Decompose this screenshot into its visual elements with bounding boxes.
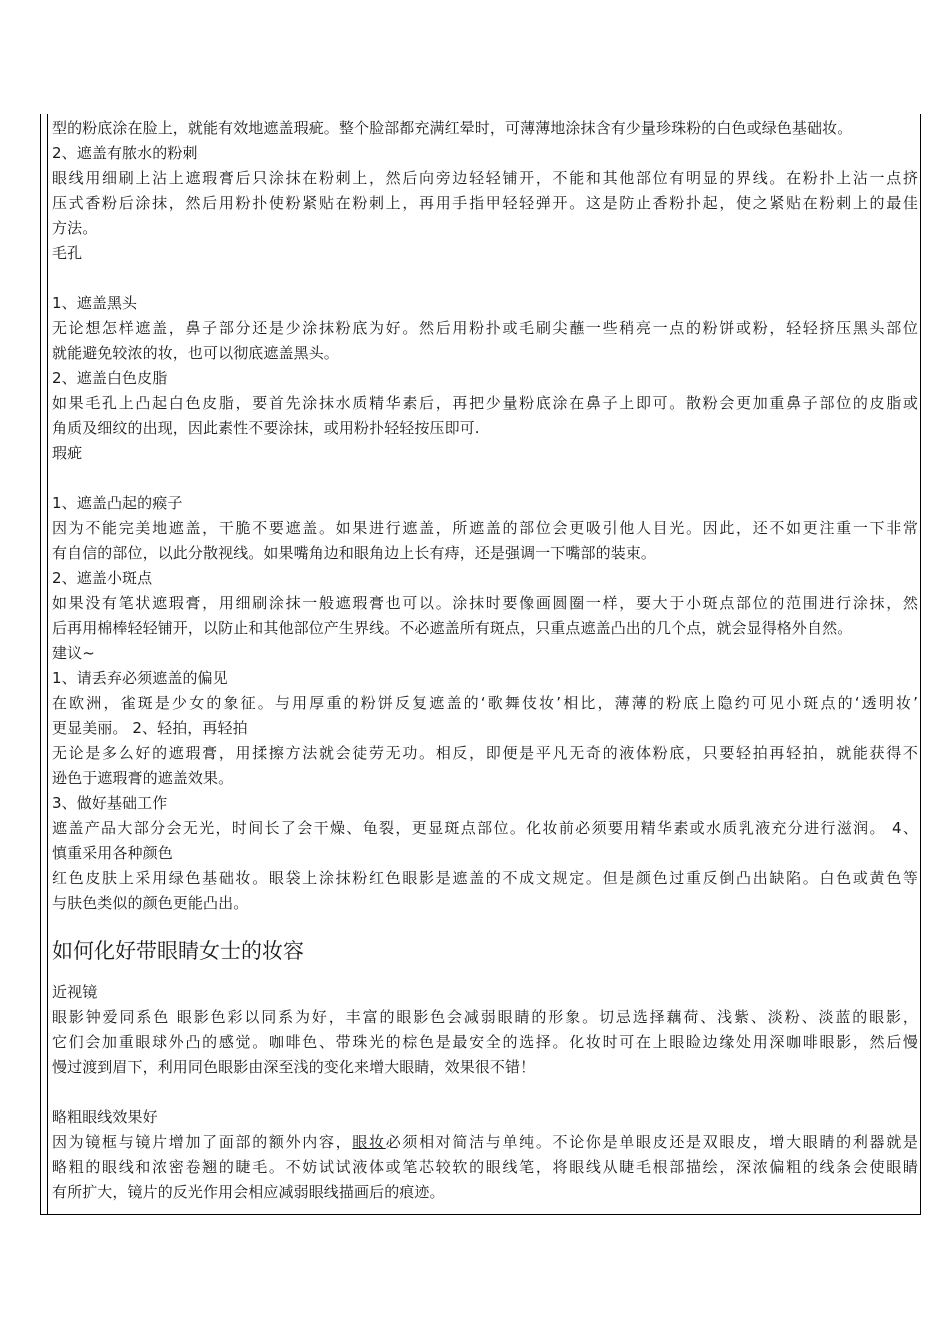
text-line: 压式香粉后涂抹，然后用粉扑使粉紧贴在粉刺上，再用手指甲轻轻弹开。这是防止香粉扑起，使之紧贴在粉刺上的最佳 — [52, 194, 918, 212]
text-line: 略粗的眼线和浓密卷翘的睫毛。不妨试试液体或笔芯较软的眼线笔，将眼线从睫毛根部描绘，深浓偏粗的线条会使眼睛 — [52, 1158, 918, 1176]
text-line: 眼影钟爱同系色 眼影色彩以同系为好，丰富的眼影色会减弱眼睛的形象。切忌选择藕荷、浅紫、淡粉、淡蓝的眼影， — [52, 1008, 918, 1026]
text-block-top — [52, 116, 918, 916]
text-line: 2、遮盖小斑点 — [52, 569, 153, 587]
text-line: 红色皮肤上采用绿色基础妆。眼袋上涂抹粉红色眼影是遮盖的不成文规定。但是颜色过重反倒凸出缺陷。白色或黄色等 — [52, 869, 918, 887]
text-segment: 因为镜框与镜片增加了面部的额外内容， — [52, 1133, 353, 1151]
text-line: 毛孔 — [52, 244, 83, 262]
text-line: 眼线用细刷上沾上遮瑕膏后只涂抹在粉刺上，然后向旁边轻轻铺开，不能和其他部位有明显的界线。在粉扑上沾一点挤 — [52, 169, 918, 187]
text-line: 逊色于遮瑕膏的遮盖效果。 — [52, 769, 234, 787]
text-line: 1、请丢弃必须遮盖的偏见 — [52, 669, 228, 687]
text-line: 无论想怎样遮盖，鼻子部分还是少涂抹粉底为好。然后用粉扑或毛刷尖蘸一些稍亮一点的粉饼或粉，轻轻挤压黑头部位 — [52, 319, 918, 337]
text-line: 有所扩大，镜片的反光作用会相应减弱眼线描画后的痕迹。 — [52, 1183, 445, 1201]
text-line: 因为不能完美地遮盖，干脆不要遮盖。如果进行遮盖，所遮盖的部位会更吸引他人目光。因此，还不如更注重一下非常 — [52, 519, 918, 537]
text-line: 无论是多么好的遮瑕膏，用揉擦方法就会徒劳无功。相反，即便是平凡无奇的液体粉底，只要轻拍再轻拍，就能获得不 — [52, 744, 918, 762]
text-line: 瑕疵 — [52, 444, 83, 462]
text-line: 3、做好基础工作 — [52, 794, 168, 812]
frame-inner-rule — [47, 114, 48, 1214]
text-line: 1、遮盖黑头 — [52, 294, 138, 312]
text-line: 就能避免较浓的妆，也可以彻底遮盖黑头。 — [52, 344, 339, 362]
text-block-bottom — [52, 980, 918, 1130]
text-line: 如果没有笔状遮瑕膏，用细刷涂抹一般遮瑕膏也可以。涂抹时要像画圆圈一样，要大于小斑点部位的范围进行涂抹，然 — [52, 594, 918, 612]
text-line: 慢过渡到眉下，利用同色眼影由深至浅的变化来增大眼睛，效果很不错！ — [52, 1058, 536, 1076]
text-line — [52, 1130, 918, 1155]
blank-line — [52, 1080, 918, 1105]
text-line: 有自信的部位，以此分散视线。如果嘴角边和眼角边上长有痔，还是强调一下嘴部的装束。 — [52, 544, 657, 562]
text-line: 在欧洲，雀斑是少女的象征。与用厚重的粉饼反复遮盖的‘歌舞伎妆’相比，薄薄的粉底上隐约可见小斑点的‘透明妆’ — [52, 694, 918, 712]
text-line: 略粗眼线效果好 — [52, 1108, 158, 1126]
text-line: 与肤色类似的颜色更能凸出。 — [52, 894, 249, 912]
section-heading: 如何化好带眼睛女士的妆容 — [52, 939, 304, 963]
text-line: 如果毛孔上凸起白色皮脂，要首先涂抹水质精华素后，再把少量粉底涂在鼻子上即可。散粉会更加重鼻子部位的皮脂或 — [52, 394, 918, 412]
text-line: 慎重采用各种颜色 — [52, 844, 173, 862]
text-line: 更显美丽。 2、轻拍，再轻拍 — [52, 719, 248, 737]
eye-makeup-link[interactable]: 眼妆 — [352, 1133, 386, 1151]
text-line: 角质及细纹的出现，因此素性不要涂抹，或用粉扑轻轻按压即可. — [52, 419, 480, 437]
text-line: 后再用棉棒轻轻铺开，以防止和其他部位产生界线。不必遮盖所有斑点，只重点遮盖凸出的几个点，就会显得格外自然。 — [52, 619, 853, 637]
text-line: 型的粉底涂在脸上，就能有效地遮盖瑕疵。整个脸部都充满红晕时，可薄薄地涂抹含有少量珍珠粉的白色或绿色基础妆。 — [52, 119, 853, 137]
text-line: 近视镜 — [52, 983, 98, 1001]
blank-line — [52, 466, 918, 491]
text-line: 1、遮盖凸起的瘊子 — [52, 494, 183, 512]
text-line: 2、遮盖白色皮脂 — [52, 369, 168, 387]
text-line: 建议~ — [52, 644, 95, 662]
blank-line — [52, 266, 918, 291]
text-line: 方法。 — [52, 219, 98, 237]
document-body — [52, 116, 918, 1205]
text-line: 遮盖产品大部分会无光，时间长了会干燥、龟裂，更显斑点部位。化妆前必须要用精华素或水质乳液充分进行滋润。 4、 — [52, 819, 918, 837]
text-segment: 必须相对简洁与单纯。不论你是单眼皮还是双眼皮，增大眼睛的利器就是 — [385, 1133, 918, 1151]
text-line: 它们会加重眼球外凸的感觉。咖啡色、带珠光的棕色是最安全的选择。化妆时可在上眼睑边缘处用深咖啡眼影，然后慢 — [52, 1033, 918, 1051]
text-line: 2、遮盖有脓水的粉刺 — [52, 144, 198, 162]
